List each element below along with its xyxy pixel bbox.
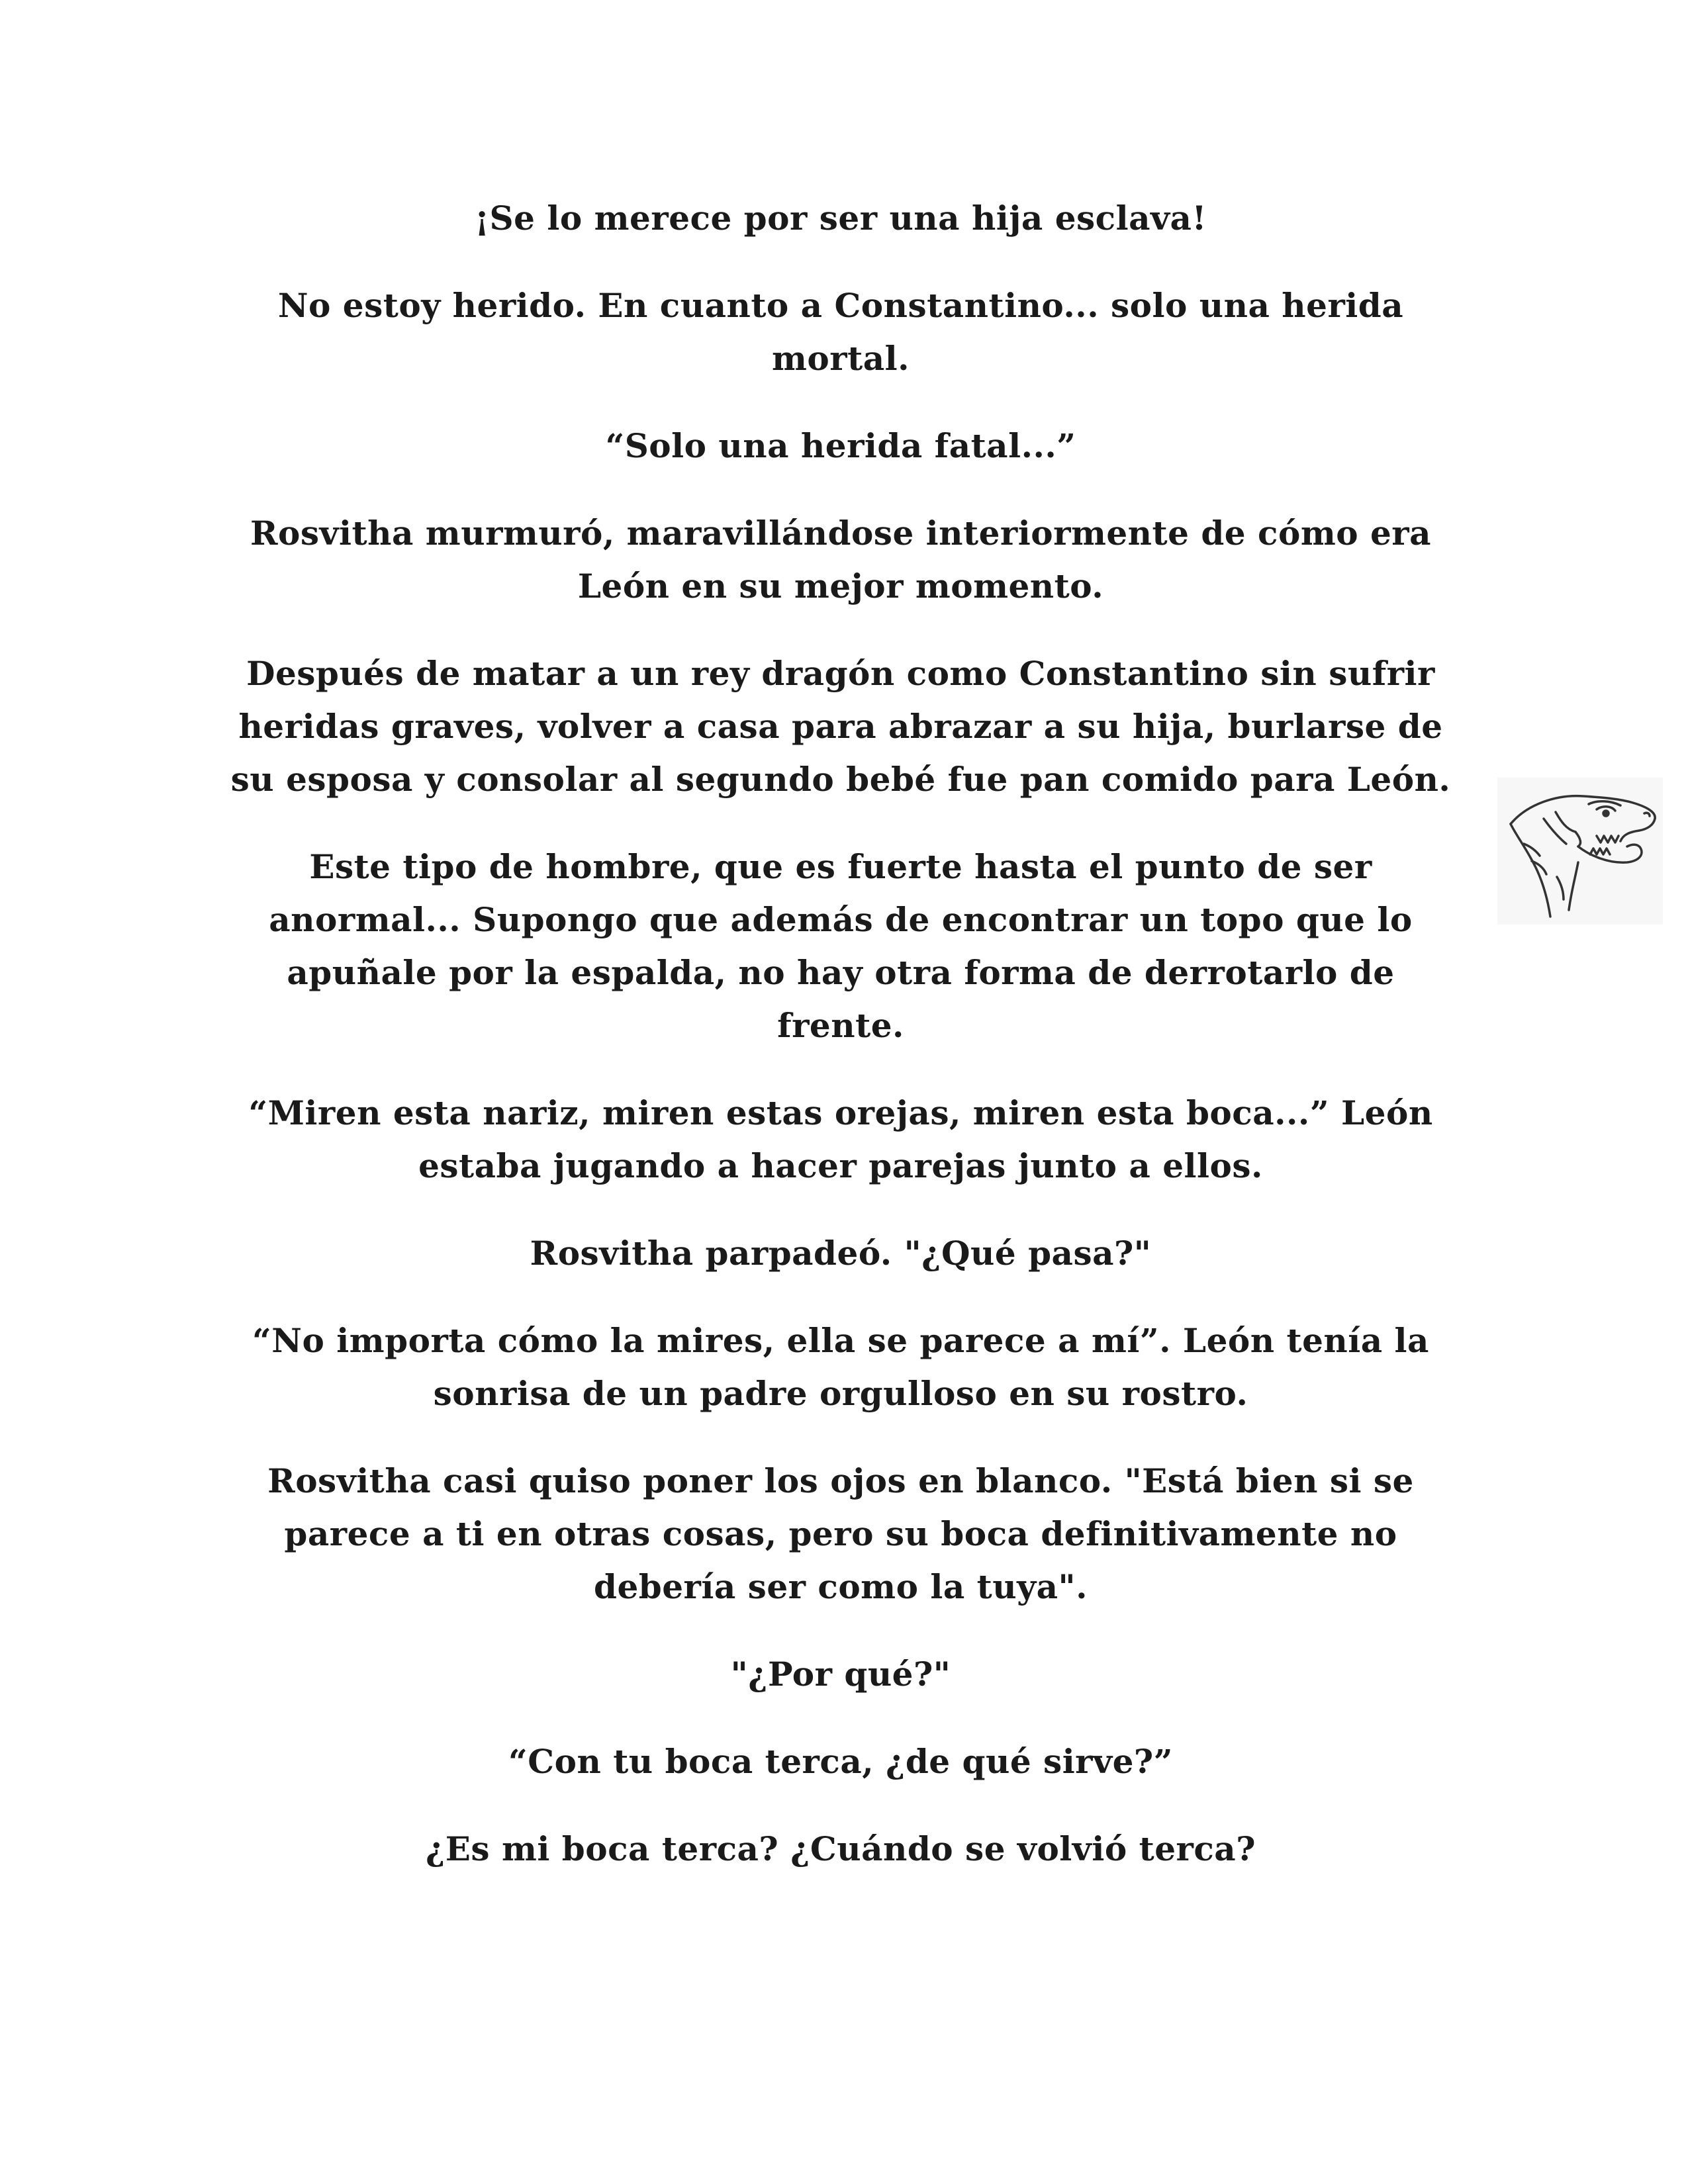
paragraph-13: ¿Es mi boca terca? ¿Cuándo se volvió terca? xyxy=(426,1829,1256,1868)
paragraph-5: Después de matar a un rey dragón como Constantino sin sufrir heridas graves, volver a casa para abrazar a su hija, burlarse de su esposa y consolar al segundo bebé fue pan comido para León. xyxy=(230,654,1451,799)
paragraph-9: “No importa cómo la mires, ella se parece a mí”. León tenía la sonrisa de un padre orgulloso en su rostro. xyxy=(252,1321,1429,1413)
dinosaur-head-icon xyxy=(1497,778,1663,925)
paragraph-10: Rosvitha casi quiso poner los ojos en blanco. "Está bien si se parece a ti en otras cosas, pero su boca definitivamente no debería ser como la tuya". xyxy=(267,1461,1414,1606)
paragraph-11: "¿Por qué?" xyxy=(730,1655,951,1694)
paragraph-3: “Solo una herida fatal...” xyxy=(605,426,1076,465)
paragraph-12: “Con tu boca terca, ¿de qué sirve?” xyxy=(508,1742,1173,1781)
story-text xyxy=(225,192,1456,1910)
paragraph-1: ¡Se lo merece por ser una hija esclava! xyxy=(475,199,1207,238)
paragraph-2: No estoy herido. En cuanto a Constantino... solo una herida mortal. xyxy=(277,286,1404,378)
paragraph-7: “Miren esta nariz, miren estas orejas, miren esta boca...” León estaba jugando a hacer parejas junto a ellos. xyxy=(248,1093,1433,1185)
paragraph-8: Rosvitha parpadeó. "¿Qué pasa?" xyxy=(530,1234,1152,1273)
paragraph-6: Este tipo de hombre, que es fuerte hasta el punto de ser anormal... Supongo que además de encontrar un topo que lo apuñale por la espalda, no hay otra forma de derrotarlo de frente. xyxy=(269,847,1413,1045)
paragraph-4: Rosvitha murmuró, maravillándose interiormente de cómo era León en su mejor momento. xyxy=(250,514,1432,606)
